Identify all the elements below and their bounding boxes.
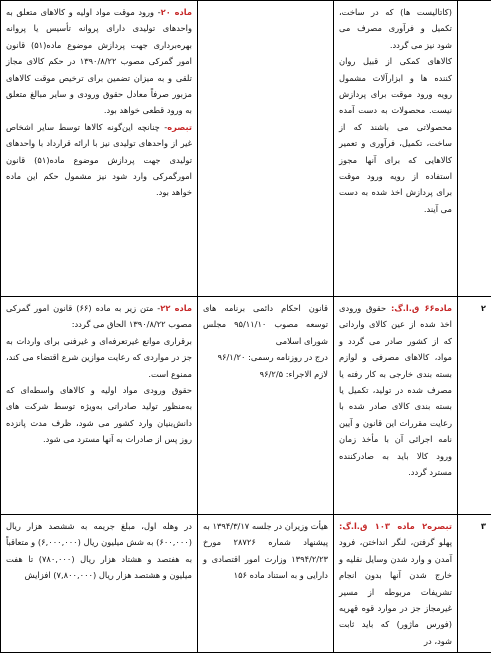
- reference-cell: [198, 1, 334, 297]
- note-paragraph: [6, 119, 192, 201]
- subject-text: پهلو گرفتن، لنگر انداختن، فرود آمدن و وارد شدن وسایل نقلیه و خارج شدن آنها بدون انجام تشریفات مربوطه از مسیر غیرمجاز جز در موارد قوه قهریه (فورس ماژور) که باید ثابت شود، در: [339, 537, 452, 645]
- article-title: ماده ۲۰: [161, 7, 192, 17]
- subject-cell: [334, 297, 458, 515]
- reference-text: قانون احکام دائمی برنامه های توسعه مصوب ۹۵/۱۱/۱۰ مجلس شورای اسلامی: [203, 300, 328, 349]
- subject-text: کالاهای کمکی از قبیل روان کننده ها و ابزارآلات مشمول رویه ورود موقت برای پردازش نیست. محصولات به دست آمده محصولاتی می باشند که از ساخت، تکمیل، فرآوری و تعمیر کالاهایی که برای آنها مجوز استفاده از رویه ورود موقت برای پردازش اخذ شده به دست می آیند.: [339, 53, 452, 217]
- article-title: ماده ۲۲: [160, 303, 192, 313]
- subject-title: تبصره۲ ماده ۱۰۳ ق.ا.گ:: [339, 521, 452, 531]
- subject-cell: [334, 515, 458, 653]
- article-text: حقوق ورودی مواد اولیه و کالاهای واسطه‌ای که به‌منظور تولید صادراتی به‌ویژه توسط شرکت های دانش‌بنیان وارد کشور می شود، ظرف مدت پانزده روز پس از صادرات به آنها مسترد می شود.: [6, 382, 192, 448]
- article-text: - ورود موقت مواد اولیه و کالاهای متعلق به واحدهای تولیدی دارای پروانه تأسیس یا پروانه بهره‌برداری جهت پردازش موضوع ماده(۵۱) قانون امور گمرکی مصوب ۱۳۹۰/۸/۲۲ در حکم کالای مجاز تلقی و به میزان تضمین برای ترخیص موقت کالاهای مزبور صرفاً معادل حقوق ورودی و سایر مبالغ متعلق به ورود قطعی خواهد بود.: [6, 7, 192, 115]
- article-text: برقراری موانع غیرتعرفه‌ای و غیرفنی برای واردات به جز در مواردی که رعایت موازین شرع اقتضاء می کند، ممنوع است.: [6, 333, 192, 382]
- subject-paragraph: [339, 518, 452, 649]
- article-text: در وهله اول، مبلغ جریمه به ششصد هزار ریال (۶۰۰,۰۰۰) به شش میلیون ریال (۶,۰۰۰,۰۰۰) و متعاقباً به هفتصد و هشتاد هزار ریال (۷۸۰,۰۰۰) تا هفت میلیون و هشتصد هزار ریال (۷,۸۰۰,۰۰۰) افزایش: [6, 518, 192, 584]
- table-row: [1, 297, 491, 515]
- reference-cell: هیأت وزیران در جلسه ۱۳۹۴/۳/۱۷ به پیشنهاد شماره ۲۸۷۲۶ مورخ ۱۳۹۴/۲/۲۳ وزارت امور اقتصادی و دارایی و به استناد ماده ۱۵۶: [198, 515, 334, 653]
- row-number-cell: ۲: [458, 297, 491, 515]
- table-row: [1, 1, 491, 297]
- new-provision-cell: [1, 515, 198, 653]
- row-number-cell: ۳: [458, 515, 491, 653]
- new-provision-cell: [1, 1, 198, 297]
- article-text: - متن زیر به ماده (۶۶) قانون امور گمرکی مصوب ۱۳۹۰/۸/۲۲ الحاق می گردد:: [6, 303, 192, 329]
- note-title: تبصره: [167, 122, 192, 132]
- table-row: [1, 515, 491, 653]
- subject-title: ماده۶۶ ق.ا.گ:: [391, 303, 452, 313]
- gazette-date: درج در روزنامه رسمی: ۹۶/۱/۲۰: [203, 349, 328, 365]
- reference-cell: [198, 297, 334, 515]
- subject-cell: [334, 1, 458, 297]
- article-paragraph: [6, 4, 192, 119]
- effective-date: لازم الاجراء: ۹۶/۲/۵: [203, 366, 328, 382]
- subject-text: (کاتالیست ها) که در ساخت، تکمیل و فرآوری مصرف می شود نیز می گردد.: [339, 4, 452, 53]
- note-text: - چنانچه این‌گونه کالاها توسط سایر اشخاص غیر از واحدهای تولیدی نیز با ارائه قرارداد با واحدهای تولیدی جهت پردازش موضوع ماده(۵۱) قانون امورگمرکی وارد شود نیز مشمول حکم این ماده خواهد بود.: [6, 122, 192, 198]
- new-provision-cell: [1, 297, 198, 515]
- row-number-cell: [458, 1, 491, 297]
- article-paragraph: [6, 300, 192, 333]
- subject-text: حقوق ورودی اخذ شده از عین کالای وارداتی که از کشور صادر می گردد و مواد، کالاهای مصرفی و لوازم بسته بندی خارجی به کار رفته یا مصرف شده در تولید، تکمیل یا بسته بندی کالای صادر شده با رعایت مقررات این قانون و آیین نامه اجرائی آن با مأخذ زمان ورود کالا باید به صادرکننده مسترد گردد.: [339, 303, 452, 477]
- subject-paragraph: [339, 300, 452, 480]
